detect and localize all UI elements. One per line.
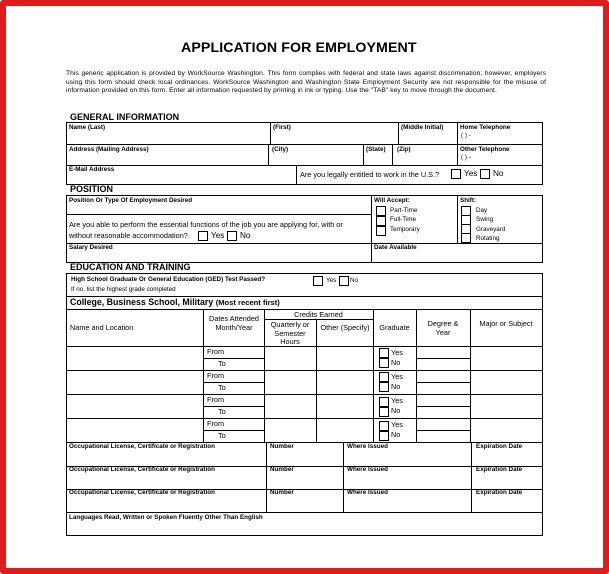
- license1-expiration: Expiration Date: [476, 443, 523, 450]
- shift-graveyard-label: Graveyard: [476, 226, 506, 233]
- will-accept-label: Will Accept:: [374, 197, 410, 204]
- salary-label: Salary Desired: [69, 244, 113, 251]
- row4-to: To: [218, 431, 226, 440]
- email-label: E-Mail Address: [69, 166, 115, 173]
- college-heading-main: College, Business School, Military: [70, 297, 214, 307]
- zip-label: (Zip): [397, 146, 411, 153]
- temporary-label: Temporary: [390, 226, 420, 233]
- home-phone-label: Home Telephone: [460, 124, 511, 131]
- other-phone-input[interactable]: ( ) -: [461, 154, 471, 161]
- row2-yes-checkbox[interactable]: [379, 372, 389, 382]
- row1-to: To: [218, 359, 226, 368]
- name-first-label: (First): [273, 124, 291, 131]
- row1-from: From: [207, 347, 225, 356]
- row4-no-label: No: [391, 430, 401, 439]
- name-last-label: Name (Last): [69, 124, 106, 131]
- shift-rotating-label: Rotating: [476, 235, 500, 242]
- col-dates-attended: Dates Attended Month/Year: [209, 314, 259, 333]
- col-graduate: Graduate: [379, 323, 410, 332]
- row3-no-checkbox[interactable]: [379, 407, 389, 417]
- shift-swing-label: Swing: [476, 216, 494, 223]
- row1-yes-label: Yes: [391, 348, 403, 357]
- row1-yes-checkbox[interactable]: [379, 348, 389, 358]
- row3-to: To: [218, 407, 226, 416]
- row3-from: From: [207, 395, 225, 404]
- hs-yes-checkbox[interactable]: [313, 276, 323, 286]
- address-label: Address (Mailing Address): [69, 146, 149, 153]
- page-title: APPLICATION FOR EMPLOYMENT: [181, 40, 417, 56]
- date-available-label: Date Available: [374, 244, 417, 251]
- other-phone-label: Other Telephone: [460, 146, 510, 153]
- legal-yes-checkbox[interactable]: [451, 169, 461, 179]
- col-major-subject: Major or Subject: [479, 319, 533, 328]
- row4-yes-label: Yes: [391, 420, 403, 429]
- hs-question: High School Graduate Or General Education (GED) Test Passed?: [71, 276, 266, 283]
- functions-no-label: No: [240, 231, 251, 240]
- license3-number: Number: [270, 489, 294, 496]
- row3-yes-checkbox[interactable]: [379, 397, 389, 407]
- full-time-label: Full-Time: [390, 216, 417, 223]
- functions-question: Are you able to perform the essential functions of the job you are applying for, with or without reasonable accommodation?: [69, 220, 343, 240]
- license1-label: Occupational License, Certificate or Registration: [69, 443, 215, 450]
- row3-yes-label: Yes: [391, 396, 403, 405]
- general-heading: GENERAL INFORMATION: [70, 112, 180, 122]
- row2-no-checkbox[interactable]: [379, 382, 389, 392]
- functions-no-checkbox[interactable]: [227, 231, 237, 241]
- row2-from: From: [207, 371, 225, 380]
- col-other-specify: Other (Specify): [320, 323, 370, 332]
- position-desired-label: Position Or Type Of Employment Desired: [69, 197, 193, 204]
- row2-to: To: [218, 383, 226, 392]
- part-time-label: Part-Time: [390, 207, 418, 214]
- license1-where: Where Issued: [347, 443, 388, 450]
- state-label: (State): [366, 146, 386, 153]
- legal-yes-label: Yes: [464, 169, 478, 178]
- temporary-checkbox[interactable]: [376, 226, 386, 236]
- col-quarterly-hours: Quarterly or Semester Hours: [270, 320, 310, 347]
- hs-note: If no, list the highest grade completed: [71, 286, 176, 293]
- hs-no-label: No: [350, 277, 359, 284]
- license2-where: Where Issued: [347, 466, 388, 473]
- languages-label: Languages Read, Written or Spoken Fluently Other Than English: [69, 514, 263, 521]
- shift-rotating-checkbox[interactable]: [461, 233, 471, 243]
- row4-no-checkbox[interactable]: [379, 431, 389, 441]
- position-heading: POSITION: [70, 184, 114, 194]
- education-heading: EDUCATION AND TRAINING: [70, 262, 191, 272]
- row4-from: From: [207, 419, 225, 428]
- home-phone-input[interactable]: ( ) -: [461, 132, 471, 139]
- college-heading: [70, 298, 280, 307]
- row1-no-checkbox[interactable]: [379, 358, 389, 368]
- license3-expiration: Expiration Date: [476, 489, 523, 496]
- row4-yes-checkbox[interactable]: [379, 421, 389, 431]
- row1-no-label: No: [391, 358, 401, 367]
- legal-no-checkbox[interactable]: [480, 169, 490, 179]
- row2-yes-label: Yes: [391, 372, 403, 381]
- license2-number: Number: [270, 466, 294, 473]
- col-name-location: Name and Location: [70, 323, 134, 332]
- shift-day-label: Day: [476, 207, 488, 214]
- col-degree-year: Degree & Year: [427, 319, 459, 338]
- intro-text: This generic application is provided by WorkSource Washington. This form complies with federal and state laws against discrimination; however, employers using this form should check local ordinances. WorkSource Washington and Washington State Employment Security are not responsible for the misuse of information provided on this form. Enter all information requested by printing in ink or typing. Use the "TAB" key to move through the document.: [66, 70, 546, 95]
- row3-no-label: No: [391, 406, 401, 415]
- shift-label: Shift:: [460, 197, 477, 204]
- legal-no-label: No: [493, 169, 504, 178]
- functions-yes-label: Yes: [211, 231, 225, 240]
- license3-where: Where Issued: [347, 489, 388, 496]
- license2-label: Occupational License, Certificate or Registration: [69, 466, 215, 473]
- part-time-checkbox[interactable]: [376, 206, 386, 216]
- license2-expiration: Expiration Date: [476, 466, 523, 473]
- functions-yes-checkbox[interactable]: [198, 231, 208, 241]
- hs-no-checkbox[interactable]: [339, 276, 349, 286]
- license3-label: Occupational License, Certificate or Registration: [69, 489, 215, 496]
- row2-no-label: No: [391, 382, 401, 391]
- hs-yes-label: Yes: [326, 277, 337, 284]
- full-time-checkbox[interactable]: [376, 216, 386, 226]
- college-heading-sub: (Most recent first): [215, 298, 280, 307]
- col-credits-earned: Credits Earned: [294, 310, 343, 319]
- license1-number: Number: [270, 443, 294, 450]
- legal-question: Are you legally entitled to work in the U.S.?: [300, 170, 440, 179]
- city-label: (City): [272, 146, 289, 153]
- name-middle-label: (Middle Initial): [401, 124, 444, 131]
